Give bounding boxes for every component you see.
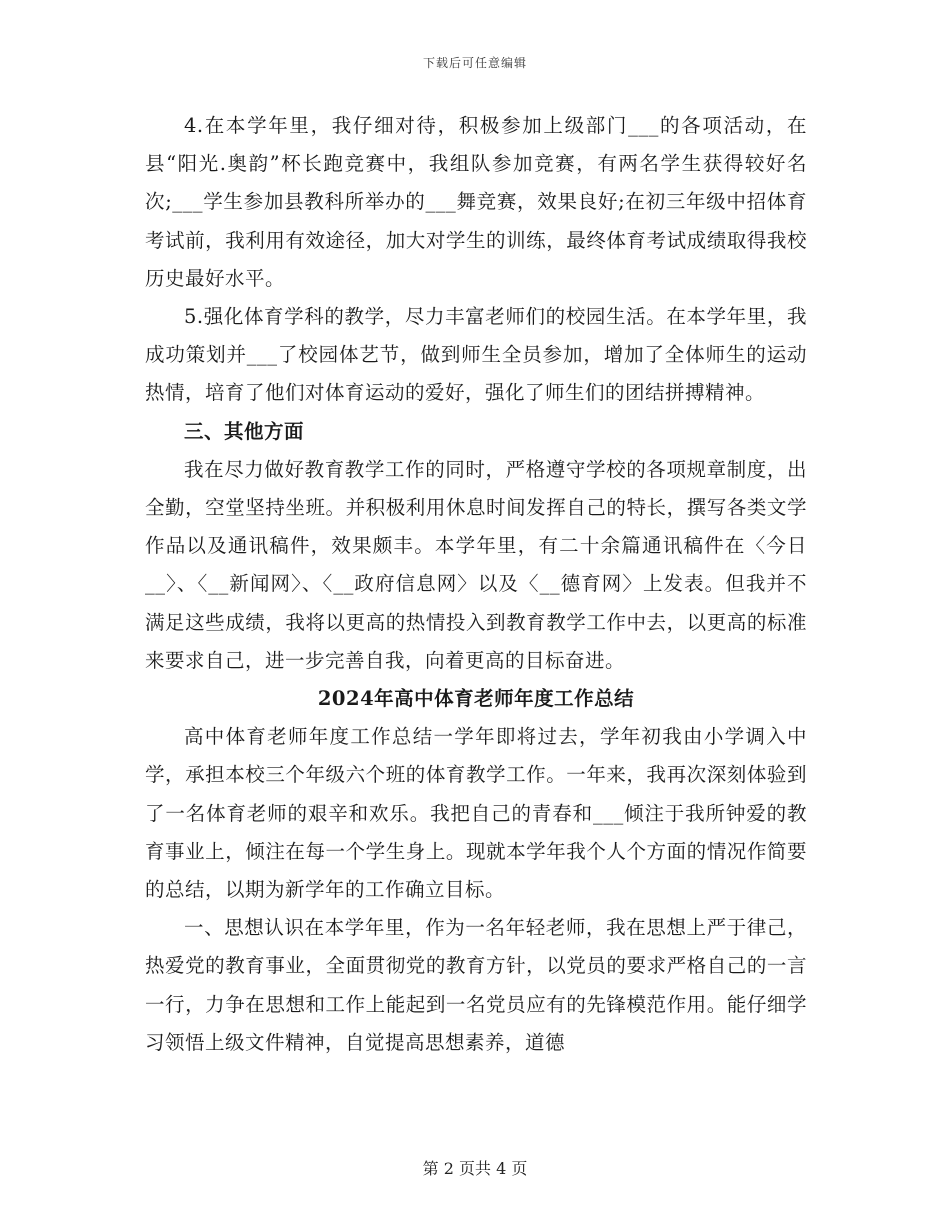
section-heading: 三、其他方面 (184, 419, 305, 443)
header-note: 下载后可任意编辑 (422, 56, 527, 70)
document-title: 2024年高中体育老师年度工作总结 (317, 687, 635, 711)
document-body (145, 107, 807, 1062)
summary-intro-paragraph: 高中体育老师年度工作总结一学年即将过去，学年初我由小学调入中学，承担本校三个年级六个班的体育教学工作。一年来，我再次深刻体验到了一名体育老师的艰辛和欢乐。我把自己的青春和___倾注于我所钟爱的教育事业上，倾注在每一个学生身上。现就本学年我个人个方面的情况作简要的总结，以期为新学年的工作确立目标。 (145, 725, 807, 902)
page-footer: 第 2 页共 4 页 (422, 1159, 528, 1178)
paragraph-item-5: 5.强化体育学科的教学，尽力丰富老师们的校园生活。在本学年里，我成功策划并___了校园体艺节，做到师生全员参加，增加了全体师生的运动热情，培育了他们对体育运动的爱好，强化了师生们的团结拼搏精神。 (145, 305, 807, 405)
paragraph-item-4: 4.在本学年里，我仔细对待，积极参加上级部门___的各项活动，在县“阳光.奥韵”杯长跑竞赛中，我组队参加竞赛，有两名学生获得较好名次;___学生参加县教科所举办的___舞竞赛，效果良好;在初三年级中招体育考试前，我利用有效途径，加大对学生的训练，最终体育考试成绩取得我校历史最好水平。 (145, 114, 807, 290)
summary-ideology-paragraph: 一、思想认识在本学年里，作为一名年轻老师，我在思想上严于律己，热爱党的教育事业，全面贯彻党的教育方针，以党员的要求严格自己的一言一行，力争在思想和工作上能起到一名党员应有的先锋模范作用。能仔细学习领悟上级文件精神，自觉提高思想素养，道德 (145, 916, 807, 1054)
section-paragraph: 我在尽力做好教育教学工作的同时，严格遵守学校的各项规章制度，出全勤，空堂坚持坐班。并积极利用休息时间发挥自己的特长，撰写各类文学作品以及通讯稿件，效果颇丰。本学年里，有二十余篇通讯稿件在〈今日__〉、〈__新闻网〉、〈__政府信息网〉以及〈__德育网〉上发表。但我并不满足这些成绩，我将以更高的热情投入到教育教学工作中去，以更高的标准来要求自己，进一步完善自我，向着更高的目标奋进。 (145, 457, 807, 672)
